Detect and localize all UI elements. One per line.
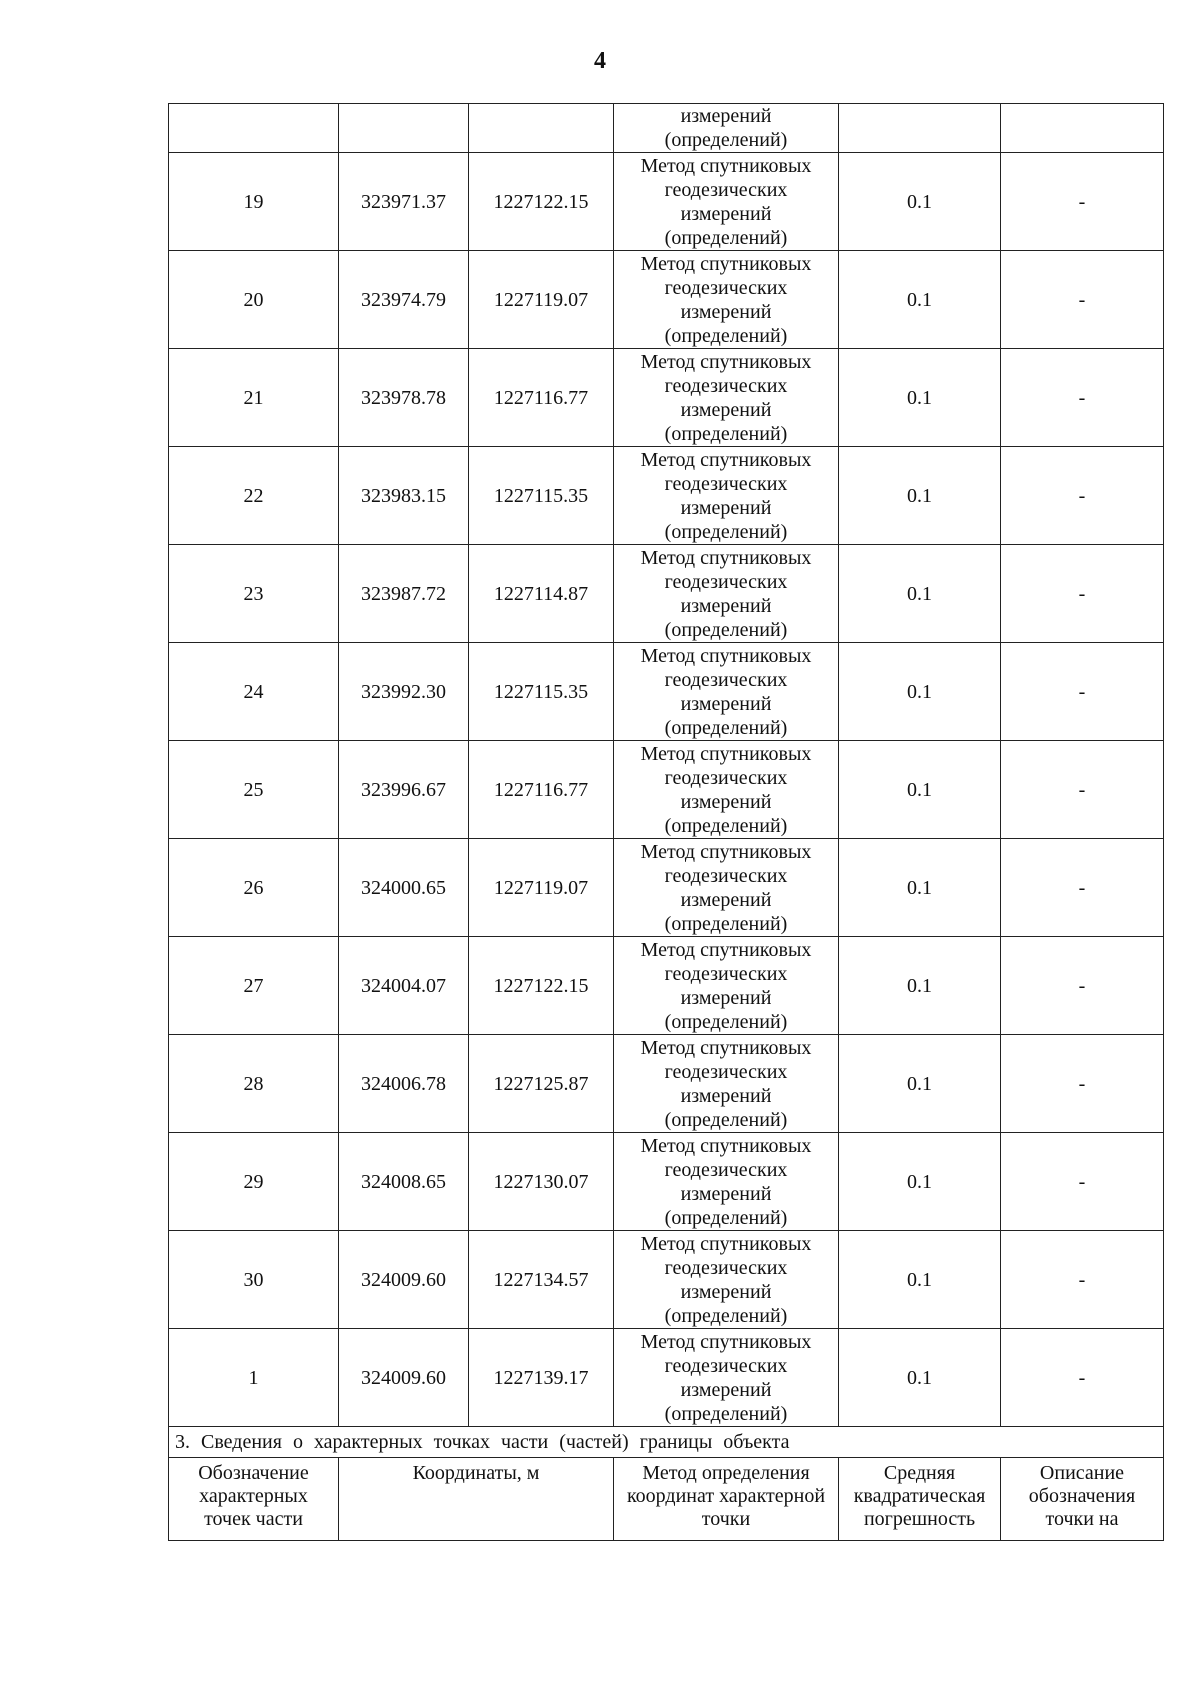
y-coordinate-cell: 1227116.77 [469,741,614,839]
description-cell: - [1001,153,1164,251]
header-method: Метод определения координат характерной точки [614,1458,839,1541]
accuracy-cell: 0.1 [839,937,1001,1035]
x-coordinate-cell: 323971.37 [339,153,469,251]
x-coordinate-cell: 323978.78 [339,349,469,447]
point-cell: 20 [169,251,339,349]
y-coordinate-cell: 1227130.07 [469,1133,614,1231]
point-cell: 19 [169,153,339,251]
accuracy-cell: 0.1 [839,1329,1001,1427]
point-cell: 21 [169,349,339,447]
header-description: Описание обозначения точки на [1001,1458,1164,1541]
table-row [169,643,1164,741]
header-accuracy: Средняя квадратическая погрешность [839,1458,1001,1541]
method-cell: Метод спутниковых геодезических измерений (определений) [614,1329,839,1427]
section-3-title-row [169,1427,1164,1458]
x-coordinate-cell: 323996.67 [339,741,469,839]
y-coordinate-cell: 1227115.35 [469,643,614,741]
accuracy-cell: 0.1 [839,153,1001,251]
description-cell: - [1001,1329,1164,1427]
point-cell: 22 [169,447,339,545]
description-cell: - [1001,839,1164,937]
table-row [169,251,1164,349]
y-coordinate-cell: 1227122.15 [469,153,614,251]
method-cell: Метод спутниковых геодезических измерений (определений) [614,1231,839,1329]
accuracy-cell: 0.1 [839,1133,1001,1231]
description-cell: - [1001,1035,1164,1133]
point-cell: 25 [169,741,339,839]
table-row [169,1231,1164,1329]
method-cell: Метод спутниковых геодезических измерений (определений) [614,839,839,937]
point-cell: 1 [169,1329,339,1427]
coordinates-table [168,103,1164,1541]
x-coordinate-cell: 324008.65 [339,1133,469,1231]
section-3-header-row [169,1458,1164,1541]
method-cell: Метод спутниковых геодезических измерений (определений) [614,349,839,447]
y-coordinate-cell: 1227116.77 [469,349,614,447]
description-cell: - [1001,447,1164,545]
table-row [169,1035,1164,1133]
y-cell [469,104,614,153]
method-cell: Метод спутниковых геодезических измерений (определений) [614,1035,839,1133]
accuracy-cell [839,104,1001,153]
method-cell: Метод спутниковых геодезических измерений (определений) [614,153,839,251]
method-cell: Метод спутниковых геодезических измерений (определений) [614,643,839,741]
point-cell: 28 [169,1035,339,1133]
table-row [169,937,1164,1035]
x-coordinate-cell: 324006.78 [339,1035,469,1133]
point-cell [169,104,339,153]
x-coordinate-cell: 323992.30 [339,643,469,741]
description-cell: - [1001,643,1164,741]
table-row [169,545,1164,643]
table-row [169,741,1164,839]
x-coordinate-cell: 324009.60 [339,1231,469,1329]
method-cell: Метод спутниковых геодезических измерений (определений) [614,545,839,643]
x-coordinate-cell: 323987.72 [339,545,469,643]
accuracy-cell: 0.1 [839,447,1001,545]
method-cell: Метод спутниковых геодезических измерений (определений) [614,251,839,349]
table-row [169,1329,1164,1427]
method-cell: Метод спутниковых геодезических измерений (определений) [614,1133,839,1231]
method-cell: Метод спутниковых геодезических измерений (определений) [614,937,839,1035]
table-row [169,447,1164,545]
y-coordinate-cell: 1227119.07 [469,251,614,349]
y-coordinate-cell: 1227125.87 [469,1035,614,1133]
x-cell [339,104,469,153]
x-coordinate-cell: 323974.79 [339,251,469,349]
point-cell: 29 [169,1133,339,1231]
table-row [169,839,1164,937]
y-coordinate-cell: 1227119.07 [469,839,614,937]
x-coordinate-cell: 324000.65 [339,839,469,937]
description-cell: - [1001,741,1164,839]
x-coordinate-cell: 324004.07 [339,937,469,1035]
y-coordinate-cell: 1227134.57 [469,1231,614,1329]
point-cell: 23 [169,545,339,643]
table-body [169,104,1164,1541]
accuracy-cell: 0.1 [839,741,1001,839]
description-cell: - [1001,937,1164,1035]
description-cell: - [1001,545,1164,643]
page-number: 4 [594,48,606,74]
y-coordinate-cell: 1227139.17 [469,1329,614,1427]
y-coordinate-cell: 1227115.35 [469,447,614,545]
table-row [169,349,1164,447]
point-cell: 30 [169,1231,339,1329]
method-cell: Метод спутниковых геодезических измерений (определений) [614,741,839,839]
description-cell: - [1001,251,1164,349]
x-coordinate-cell: 323983.15 [339,447,469,545]
y-coordinate-cell: 1227114.87 [469,545,614,643]
accuracy-cell: 0.1 [839,643,1001,741]
point-cell: 26 [169,839,339,937]
section-3-title: 3. Сведения о характерных точках части (частей) границы объекта [169,1427,1164,1458]
point-cell: 24 [169,643,339,741]
method-cell: измерений (определений) [614,104,839,153]
description-cell: - [1001,1133,1164,1231]
accuracy-cell: 0.1 [839,1231,1001,1329]
header-coordinates: Координаты, м [339,1458,614,1541]
accuracy-cell: 0.1 [839,349,1001,447]
accuracy-cell: 0.1 [839,1035,1001,1133]
header-designation: Обозначение характерных точек части [169,1458,339,1541]
table-row [169,1133,1164,1231]
description-cell: - [1001,349,1164,447]
description-cell [1001,104,1164,153]
accuracy-cell: 0.1 [839,545,1001,643]
accuracy-cell: 0.1 [839,839,1001,937]
method-cell: Метод спутниковых геодезических измерений (определений) [614,447,839,545]
table-row [169,153,1164,251]
accuracy-cell: 0.1 [839,251,1001,349]
point-cell: 27 [169,937,339,1035]
x-coordinate-cell: 324009.60 [339,1329,469,1427]
y-coordinate-cell: 1227122.15 [469,937,614,1035]
description-cell: - [1001,1231,1164,1329]
continuation-row [169,104,1164,153]
